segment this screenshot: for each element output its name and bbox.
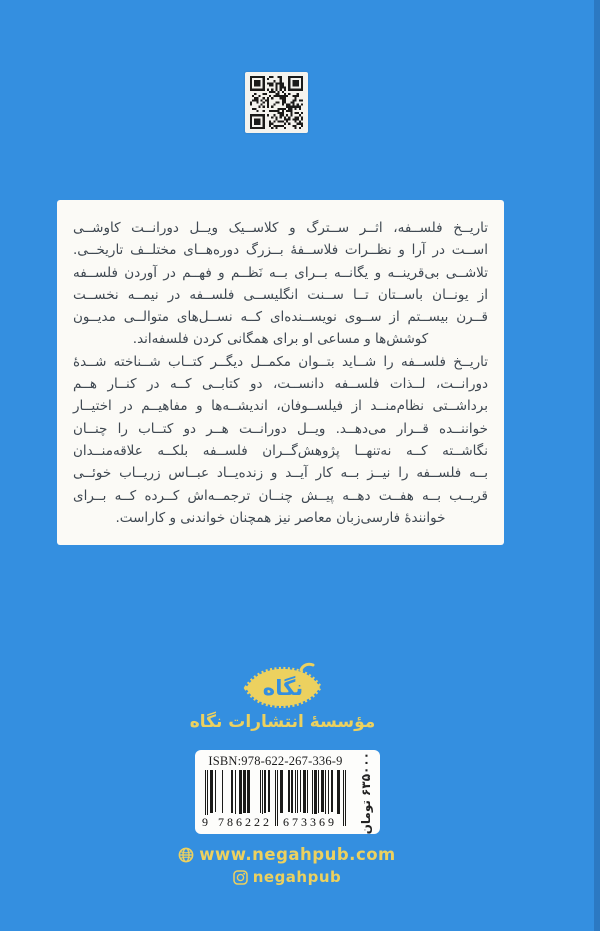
website-line bbox=[0, 845, 574, 864]
ean-group2: 673369 bbox=[283, 815, 337, 829]
isbn-barcode-card bbox=[195, 750, 380, 834]
ean-first-digit: 9 bbox=[202, 815, 208, 829]
instagram-handle: negahpub bbox=[252, 868, 342, 886]
globe-icon bbox=[178, 847, 194, 863]
blurb-line: دورانــت، لــذات فلســفه دانســت، دو کتابــی کــه در کنــار هــم bbox=[73, 376, 488, 393]
blurb-line: بــه فلســفه را نیــز بــه کار آیــد و زنده‌یــاد عبــاس زریــاب خوئــی bbox=[73, 465, 488, 482]
blurb-line: قریــب بــه هفــت دهــه پیــش چنــان ترجمــه‌اش کــرده کــه بــرای bbox=[73, 487, 488, 504]
ean-barcode bbox=[202, 770, 348, 829]
website-url: www.negahpub.com bbox=[199, 845, 396, 864]
barcode-digits bbox=[201, 815, 348, 830]
blurb-line: نگاشــته کــه نه‌تنهــا پژوهش‌گــران فلســفه بلکــه علاقه‌منــدان bbox=[73, 442, 488, 459]
publisher-logo bbox=[243, 662, 323, 714]
instagram-line bbox=[0, 868, 574, 886]
blurb-card bbox=[57, 200, 504, 545]
blurb-line: خواننــده قــرار می‌دهــد. ویــل دورانــت هــر دو کتــاب را چنــان bbox=[73, 420, 488, 437]
blurb-line: قــرن بیســتم از ســوی نویســنده‌ای کــه نســل‌های متوالــی مدیــون bbox=[73, 309, 488, 326]
qr-code-icon bbox=[250, 76, 303, 129]
instagram-icon bbox=[233, 870, 248, 885]
blurb-line: اســت در آرا و نظــرات فلاســفهٔ بــزرگ دوره‌هــای مختلــف تاریخــی. bbox=[73, 242, 488, 259]
blurb-line: کوشش‌ها و مساعی او برای همگانی کردن فلسفه‌اند. bbox=[132, 331, 429, 348]
price-label: ۶۳۵۰۰۰ تومان bbox=[359, 752, 373, 835]
blurb-line: تاریــخ فلســفه، اثــر ســترگ و کلاســیک ویــل دورانــت کاوشــی bbox=[73, 220, 488, 236]
blurb-line: از یونــان باســتان تــا ســنت انگلیســی فلســفه در نیمــه نخســت bbox=[73, 286, 488, 303]
publisher-name: مؤسسهٔ انتشارات نگاه bbox=[189, 712, 376, 732]
isbn-label: ISBN:978-622-267-336-9 bbox=[208, 754, 343, 768]
qr-code bbox=[245, 72, 308, 133]
scan-edge-shadow bbox=[594, 0, 600, 931]
blurb-line: تلاشــی بی‌قرینــه و یگانــه بــرای بــه نَظــم و فهــم در آوردن فلســفه bbox=[73, 264, 488, 281]
ean-group1: 786222 bbox=[218, 815, 272, 829]
blurb-line: خوانندهٔ فارسی‌زبان معاصر نیز همچنان خواندنی و کاراست. bbox=[115, 509, 446, 526]
blurb-line: برداشــتی نظام‌منــد از فیلســوفان، اندیشــه‌ها و مفاهیــم در اختیــار bbox=[73, 398, 488, 415]
negah-leaf-logo bbox=[243, 662, 323, 714]
blurb-line: تاریــخ فلســفه را شــاید بتــوان مکمــل دیگــر کتــاب شــناخته شــدهٔ bbox=[73, 353, 488, 370]
logo-word: نگاه bbox=[262, 676, 304, 700]
